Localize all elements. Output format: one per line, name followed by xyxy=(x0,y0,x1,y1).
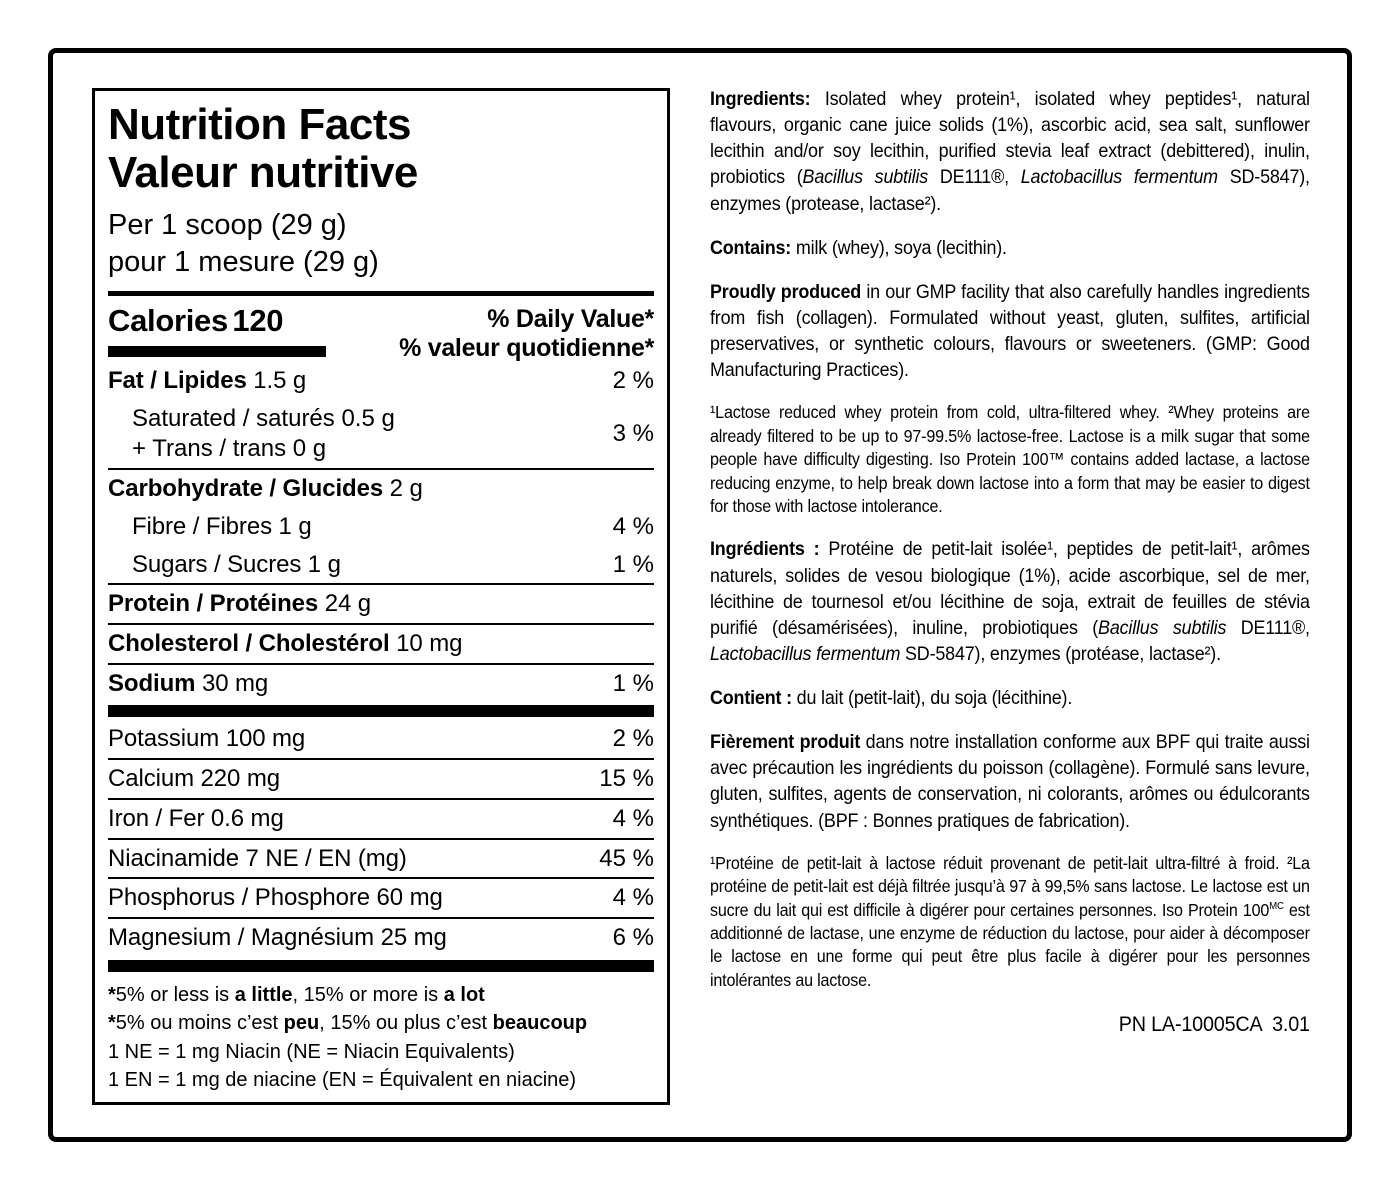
lactose-footnote-fr xyxy=(710,852,1310,993)
nutrient-label xyxy=(108,550,341,581)
text-segment: milk (whey), soya (lecithin). xyxy=(795,236,1007,259)
calories-label: Calories xyxy=(108,303,228,338)
thick-divider-bar xyxy=(108,960,654,972)
text-segment: Carbohydrate / Glucides xyxy=(108,475,384,503)
daily-value-cell: 3 % xyxy=(612,420,654,448)
nutrient-row xyxy=(108,400,654,468)
nutrient-label xyxy=(108,589,371,620)
serving-size-en: Per 1 scoop (29 g) xyxy=(108,208,347,241)
nutrient-label xyxy=(108,883,443,914)
nutrient-label xyxy=(108,923,447,954)
text-segment: Bacillus subtilis xyxy=(1098,616,1227,639)
text-segment: dans notre installation conforme aux BPF qui traite aussi avec précaution les ingrédients du poisson (collagène). Formulé sans levure, gluten, sulfites, agents de conservation, ni colorants, arômes ou édulcorants synthétiques. (BPF : Bonnes pratiques de fabrication). xyxy=(710,731,1310,832)
text-segment: Contains: xyxy=(710,236,796,259)
nutrient-rows xyxy=(108,362,654,972)
daily-value-header-en: % Daily Value* xyxy=(487,305,654,333)
text-segment: Cholesterol / Cholestérol xyxy=(108,630,390,658)
nutrient-row xyxy=(108,760,654,798)
text-segment: 1 EN = 1 mg de niacine (EN = Équivalent en niacine) xyxy=(108,1068,577,1091)
panel-footnote-line xyxy=(108,1066,654,1094)
panel-footnotes xyxy=(108,981,654,1095)
calories-underline-bar xyxy=(108,346,326,357)
daily-value-cell: 1 % xyxy=(612,550,654,578)
panel-footnote-line xyxy=(108,981,654,1009)
text-segment: a lot xyxy=(443,983,485,1006)
text-segment: Fièrement produit xyxy=(710,731,866,754)
ingredients-fr xyxy=(710,536,1310,667)
text-segment: Fibre / Fibres 1 g xyxy=(132,512,312,540)
text-segment: Lactobacillus fermentum xyxy=(1020,166,1218,189)
text-segment: 5% ou moins c’est xyxy=(115,1012,284,1035)
panel-footnote-line xyxy=(108,1009,654,1037)
nutrient-label xyxy=(108,669,268,700)
panel-footnote-line xyxy=(108,1038,654,1066)
text-segment: , 15% or more is xyxy=(292,983,444,1006)
ingredients-en xyxy=(710,86,1310,217)
text-segment: Contient : xyxy=(710,687,797,710)
text-segment: Isolated whey protein¹, isolated whey peptides¹, natural flavours, organic cane juice solids (1%), ascorbic acid, sea salt, sunflower lecithin and/or soy lecithin, purified stevia leaf extract (debittered), inulin, probiotics ( xyxy=(710,88,1310,189)
text-segment: Niacinamide 7 NE / EN (mg) xyxy=(108,844,407,872)
text-segment: Ingredients: xyxy=(710,88,825,110)
nutrient-row xyxy=(108,625,654,663)
text-segment: peu xyxy=(283,1012,320,1035)
text-segment: est additionné de lactase, une enzyme de réduction du lactose, pour aider à décomposer le lactose en une forme qui peut être plus facile à digérer pour les personnes intolérantes au lactose. xyxy=(710,899,1310,990)
nutrient-label xyxy=(108,764,280,795)
text-segment: PN LA-10005CA 3.01 xyxy=(1118,1012,1310,1037)
text-segment: SD-5847), enzymes (protéase, lactase²). xyxy=(900,642,1221,665)
calories-block xyxy=(108,303,326,357)
nutrient-row xyxy=(108,546,654,584)
text-segment: Protéine de petit-lait isolée¹, peptides de petit-lait¹, arômes naturels, solides de vesou biologique (1%), acide ascorbique, sel de mer, lécithine de tournesol et/ou lécithine de soja, extrait de feuilles de stévia purifié (désamérisées), inuline, probiotiques ( xyxy=(710,538,1310,639)
text-segment: 1.5 g xyxy=(246,367,307,394)
nutrition-facts-panel xyxy=(92,88,670,1105)
facility-en xyxy=(710,279,1310,384)
nutrient-row xyxy=(108,800,654,838)
nutrient-row xyxy=(108,362,654,400)
divider xyxy=(108,291,654,296)
text-segment: 2 g xyxy=(383,475,423,503)
nutrient-label xyxy=(108,404,395,465)
daily-value-cell: 2 % xyxy=(612,725,654,753)
nutrient-row xyxy=(108,470,654,508)
daily-value-header xyxy=(399,303,654,362)
nutrient-row xyxy=(108,879,654,917)
calories-row xyxy=(108,303,654,362)
text-segment: Magnesium / Magnésium 25 mg xyxy=(108,924,447,952)
lactose-footnote-en xyxy=(710,401,1310,518)
text-segment: 30 mg xyxy=(195,669,269,697)
text-segment: 1 NE = 1 mg Niacin (NE = Niacin Equivalents) xyxy=(108,1040,515,1063)
text-segment: Protein / Protéines xyxy=(108,590,319,618)
daily-value-cell: 4 % xyxy=(612,512,654,540)
text-segment: Iron / Fer 0.6 mg xyxy=(108,804,284,832)
daily-value-cell: 2 % xyxy=(612,367,654,394)
text-segment: Lactobacillus fermentum xyxy=(710,642,901,665)
nutrient-label xyxy=(108,629,462,660)
text-segment: Calcium 220 mg xyxy=(108,765,281,793)
nutrient-label xyxy=(108,512,312,543)
text-segment: du lait (petit-lait), du soja (lécithine). xyxy=(796,687,1073,710)
text-segment: * xyxy=(108,1012,116,1035)
daily-value-cell: 6 % xyxy=(612,924,654,952)
text-segment: ¹Lactose reduced whey protein from cold, ultra-filtered whey. ²Whey proteins are already filtered to be up to 97-99.5% lactose-free. Lactose is a milk sugar that some people have difficulty digesting. Iso Protein 100™ contains added lactase, a lactose reducing enzyme, to help break down lactose into a form that may be easier to digest for those with lactose intolerance. xyxy=(710,402,1310,516)
text-segment: Potassium 100 mg xyxy=(108,725,306,753)
nutrient-label xyxy=(108,844,407,875)
nutrient-row xyxy=(108,508,654,546)
nutrient-row xyxy=(108,665,654,703)
text-segment: * xyxy=(108,983,116,1006)
text-segment: 10 mg xyxy=(389,630,463,658)
text-segment: MC xyxy=(1269,899,1284,912)
nutrient-label xyxy=(108,804,284,835)
text-segment: Bacillus subtilis xyxy=(802,166,929,189)
contains-en xyxy=(710,235,1310,261)
text-segment: 5% or less is xyxy=(115,983,235,1006)
text-segment: SD-5847), enzymes (protease, lactase²). xyxy=(710,166,1310,215)
nutrient-label xyxy=(108,724,305,755)
daily-value-header-fr: % valeur quotidienne* xyxy=(399,333,654,362)
calories-value: 120 xyxy=(232,303,284,338)
nutrient-row xyxy=(108,585,654,623)
outer-border-frame xyxy=(48,48,1352,1142)
panel-title-en: Nutrition Facts xyxy=(108,100,411,149)
facility-fr xyxy=(710,729,1310,834)
nutrient-label xyxy=(108,366,306,397)
text-segment: in our GMP facility that also carefully handles ingredients from fish (collagen). Formulated without yeast, gluten, sulfites, artificial preservatives, or synthetic colours, flavours or sweeteners. (GMP: Good Manufacturing Practices). xyxy=(710,280,1310,382)
text-segment: 24 g xyxy=(318,590,372,618)
text-segment: a little xyxy=(234,983,293,1006)
text-segment: Sodium xyxy=(108,669,196,697)
text-segment: DE111®, xyxy=(1226,616,1310,639)
product-code xyxy=(710,1010,1310,1039)
nutrient-subline: + Trans / trans 0 g xyxy=(132,435,327,463)
daily-value-cell: 15 % xyxy=(599,765,654,793)
text-segment: Fat / Lipides xyxy=(108,367,247,394)
contains-fr xyxy=(710,685,1310,711)
info-panel xyxy=(710,86,1310,1039)
daily-value-cell: 4 % xyxy=(612,884,654,912)
nutrient-subline: Saturated / saturés 0.5 g xyxy=(132,404,395,432)
serving-size-fr: pour 1 mesure (29 g) xyxy=(108,245,379,278)
daily-value-cell: 45 % xyxy=(599,844,654,872)
text-segment: beaucoup xyxy=(492,1012,588,1035)
nutrient-row xyxy=(108,919,654,957)
panel-title-fr: Valeur nutritive xyxy=(108,148,418,198)
nutrient-row xyxy=(108,840,654,878)
text-segment: ¹Protéine de petit-lait à lactose réduit provenant de petit-lait ultra-filtré à froid. ²La protéine de petit-lait est déjà filtrée jusqu’à 97 à 99,5% sans lactose. Le lactose est un sucre du lait qui est difficile à digérer pour certaines personnes. Iso Protein 100 xyxy=(710,852,1310,920)
text-segment: Sugars / Sucres 1 g xyxy=(132,550,341,578)
thick-divider-bar xyxy=(108,705,654,717)
text-segment: DE111®, xyxy=(928,166,1021,189)
text-segment: Phosphorus / Phosphore 60 mg xyxy=(108,884,443,912)
daily-value-cell: 4 % xyxy=(612,804,654,832)
text-segment: Proudly produced xyxy=(710,280,867,303)
text-segment: , 15% ou plus c’est xyxy=(319,1012,493,1035)
nutrient-row xyxy=(108,720,654,758)
daily-value-cell: 1 % xyxy=(612,669,654,697)
nutrient-label xyxy=(108,474,423,505)
text-segment: Ingrédients : xyxy=(710,538,829,561)
